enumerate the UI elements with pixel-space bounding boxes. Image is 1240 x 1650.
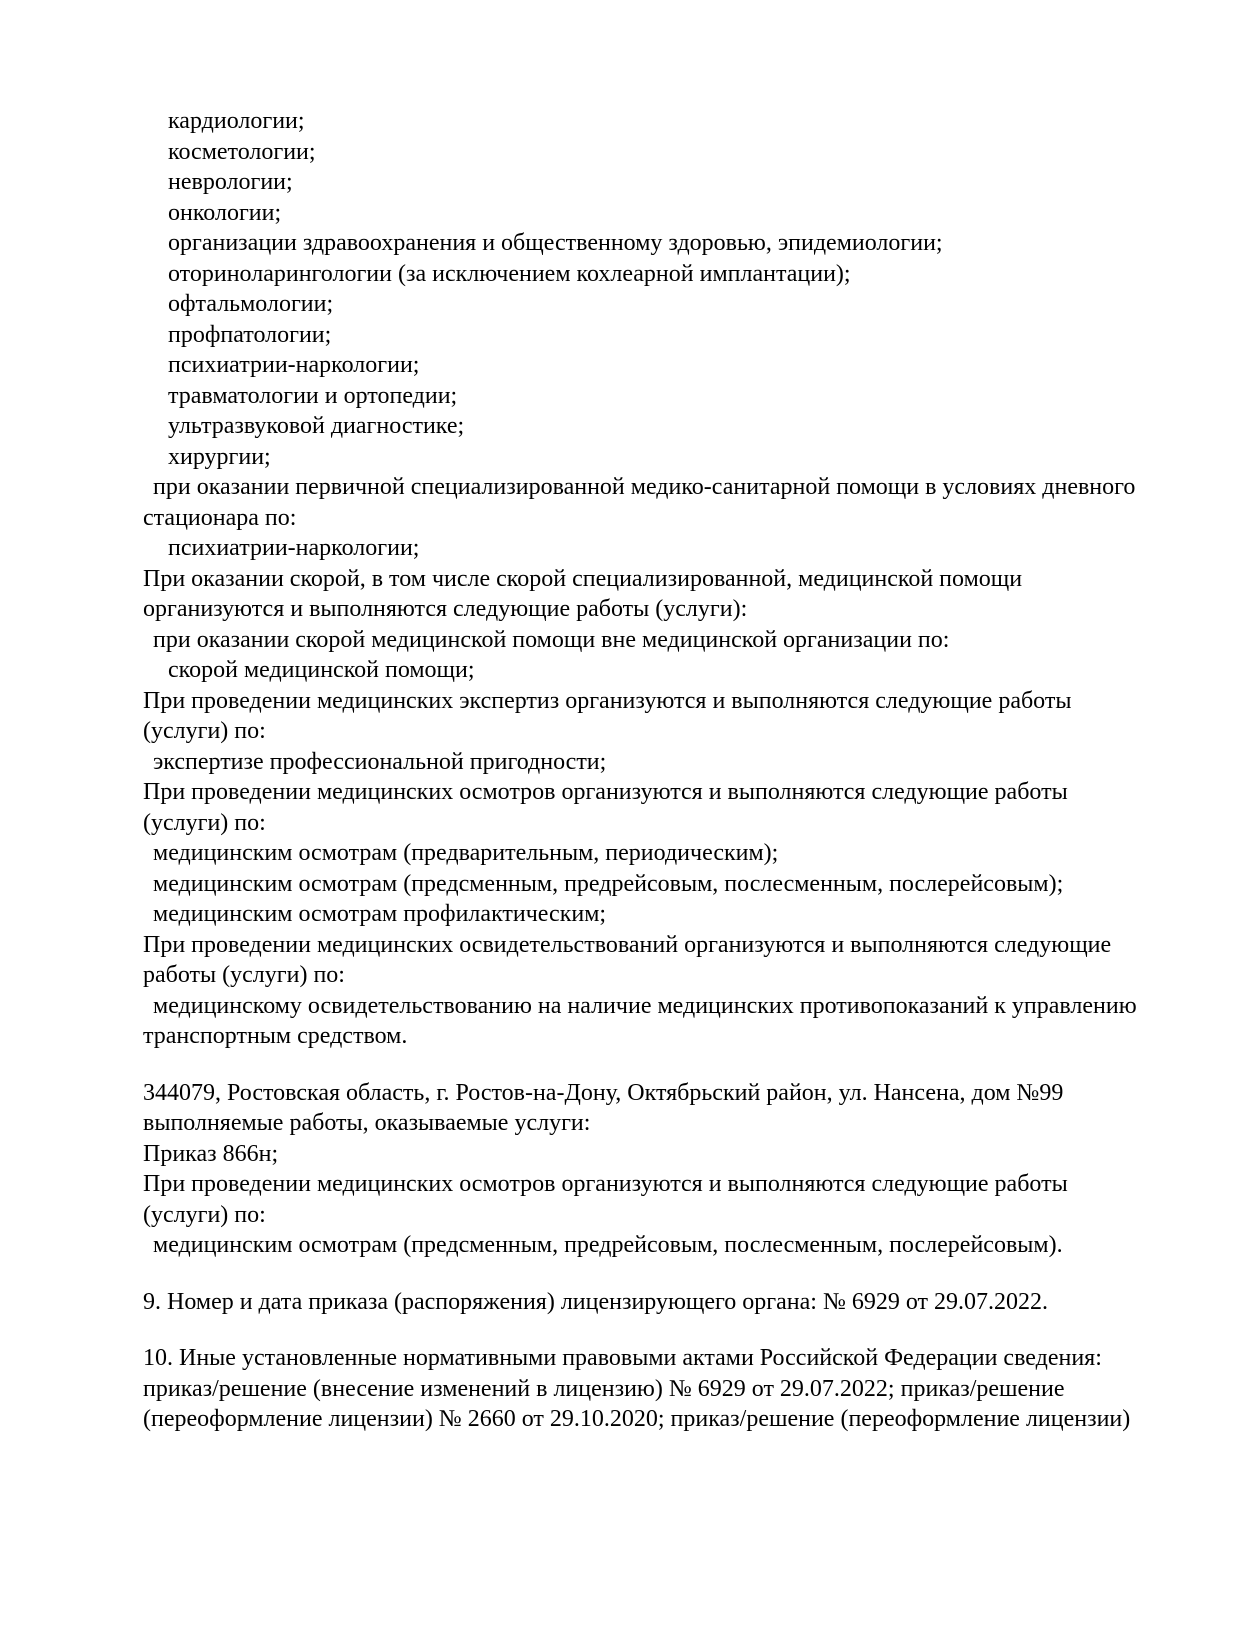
text-line: ультразвуковой диагностике;	[168, 413, 465, 439]
text-line: (услуги) по:	[143, 1201, 266, 1228]
text-line: неврологии;	[168, 169, 293, 195]
text-line: скорой медицинской помощи;	[168, 657, 475, 683]
text-line: офтальмологии;	[168, 291, 334, 317]
text-line: экспертизе профессиональной пригодности;	[153, 748, 607, 775]
text-line: при оказании скорой медицинской помощи вне медицинской организации по:	[153, 626, 950, 653]
text-line: психиатрии-наркологии;	[168, 352, 420, 378]
text-line: работы (услуги) по:	[143, 962, 345, 988]
text-line: 344079, Ростовская область, г. Ростов-на-Дону, Октябрьский район, ул. Нансена, дом №99	[143, 1079, 1064, 1106]
text-line: хирургии;	[168, 443, 271, 470]
text-line: 10. Иные установленные нормативными правовыми актами Российской Федерации сведения:	[143, 1345, 1102, 1371]
text-line: 9. Номер и дата приказа (распоряжения) лицензирующего органа: № 6929 от 29.07.2022.	[143, 1288, 1049, 1315]
text-line: медицинским осмотрам (предсменным, предрейсовым, послесменным, послерейсовым).	[153, 1232, 1063, 1258]
text-line: При оказании скорой, в том числе скорой специализированной, медицинской помощи	[143, 565, 1023, 592]
text-line: онкологии;	[168, 199, 282, 226]
text-line: психиатрии-наркологии;	[168, 535, 420, 561]
text-line: (переоформление лицензии) № 2660 от 29.10.2020; приказ/решение (переоформление лицензии)	[143, 1406, 1131, 1432]
text-line: (услуги) по:	[143, 718, 266, 744]
text-line: косметологии;	[168, 138, 316, 165]
document-text-block	[143, 106, 1200, 1435]
text-line: травматологии и ортопедии;	[168, 382, 458, 409]
text-line: кардиологии;	[168, 108, 305, 134]
text-line: приказ/решение (внесение изменений в лицензию) № 6929 от 29.07.2022; приказ/решение	[143, 1375, 1065, 1402]
text-line: При проведении медицинских осмотров организуются и выполняются следующие работы	[143, 779, 1068, 805]
text-line: выполняемые работы, оказываемые услуги:	[143, 1110, 591, 1136]
text-line: организации здравоохранения и общественному здоровью, эпидемиологии;	[168, 230, 943, 256]
text-line: (услуги) по:	[143, 809, 266, 836]
text-line: стационара по:	[143, 504, 297, 531]
text-line: При проведении медицинских осмотров организуются и выполняются следующие работы	[143, 1171, 1068, 1197]
blank-line	[143, 1052, 1200, 1078]
blank-line	[143, 1261, 1200, 1287]
text-line: При проведении медицинских освидетельствований организуются и выполняются следующие	[143, 931, 1112, 958]
text-line: Приказ 866н;	[143, 1140, 279, 1167]
blank-line	[143, 1317, 1200, 1343]
text-line: медицинскому освидетельствованию на наличие медицинских противопоказаний к управлению	[153, 992, 1137, 1019]
text-line: организуются и выполняются следующие работы (услуги):	[143, 596, 748, 622]
text-line: При проведении медицинских экспертиз организуются и выполняются следующие работы	[143, 687, 1072, 714]
text-line: профпатологии;	[168, 321, 332, 348]
text-line: медицинским осмотрам (предварительным, периодическим);	[153, 840, 779, 866]
text-line: оториноларингологии (за исключением кохлеарной имплантации);	[168, 260, 851, 287]
text-line: при оказании первичной специализированной медико-санитарной помощи в условиях дневного	[153, 474, 1136, 500]
text-line: медицинским осмотрам профилактическим;	[153, 901, 607, 927]
text-line: медицинским осмотрам (предсменным, предрейсовым, послесменным, послерейсовым);	[153, 870, 1064, 897]
text-line: транспортным средством.	[143, 1023, 408, 1049]
